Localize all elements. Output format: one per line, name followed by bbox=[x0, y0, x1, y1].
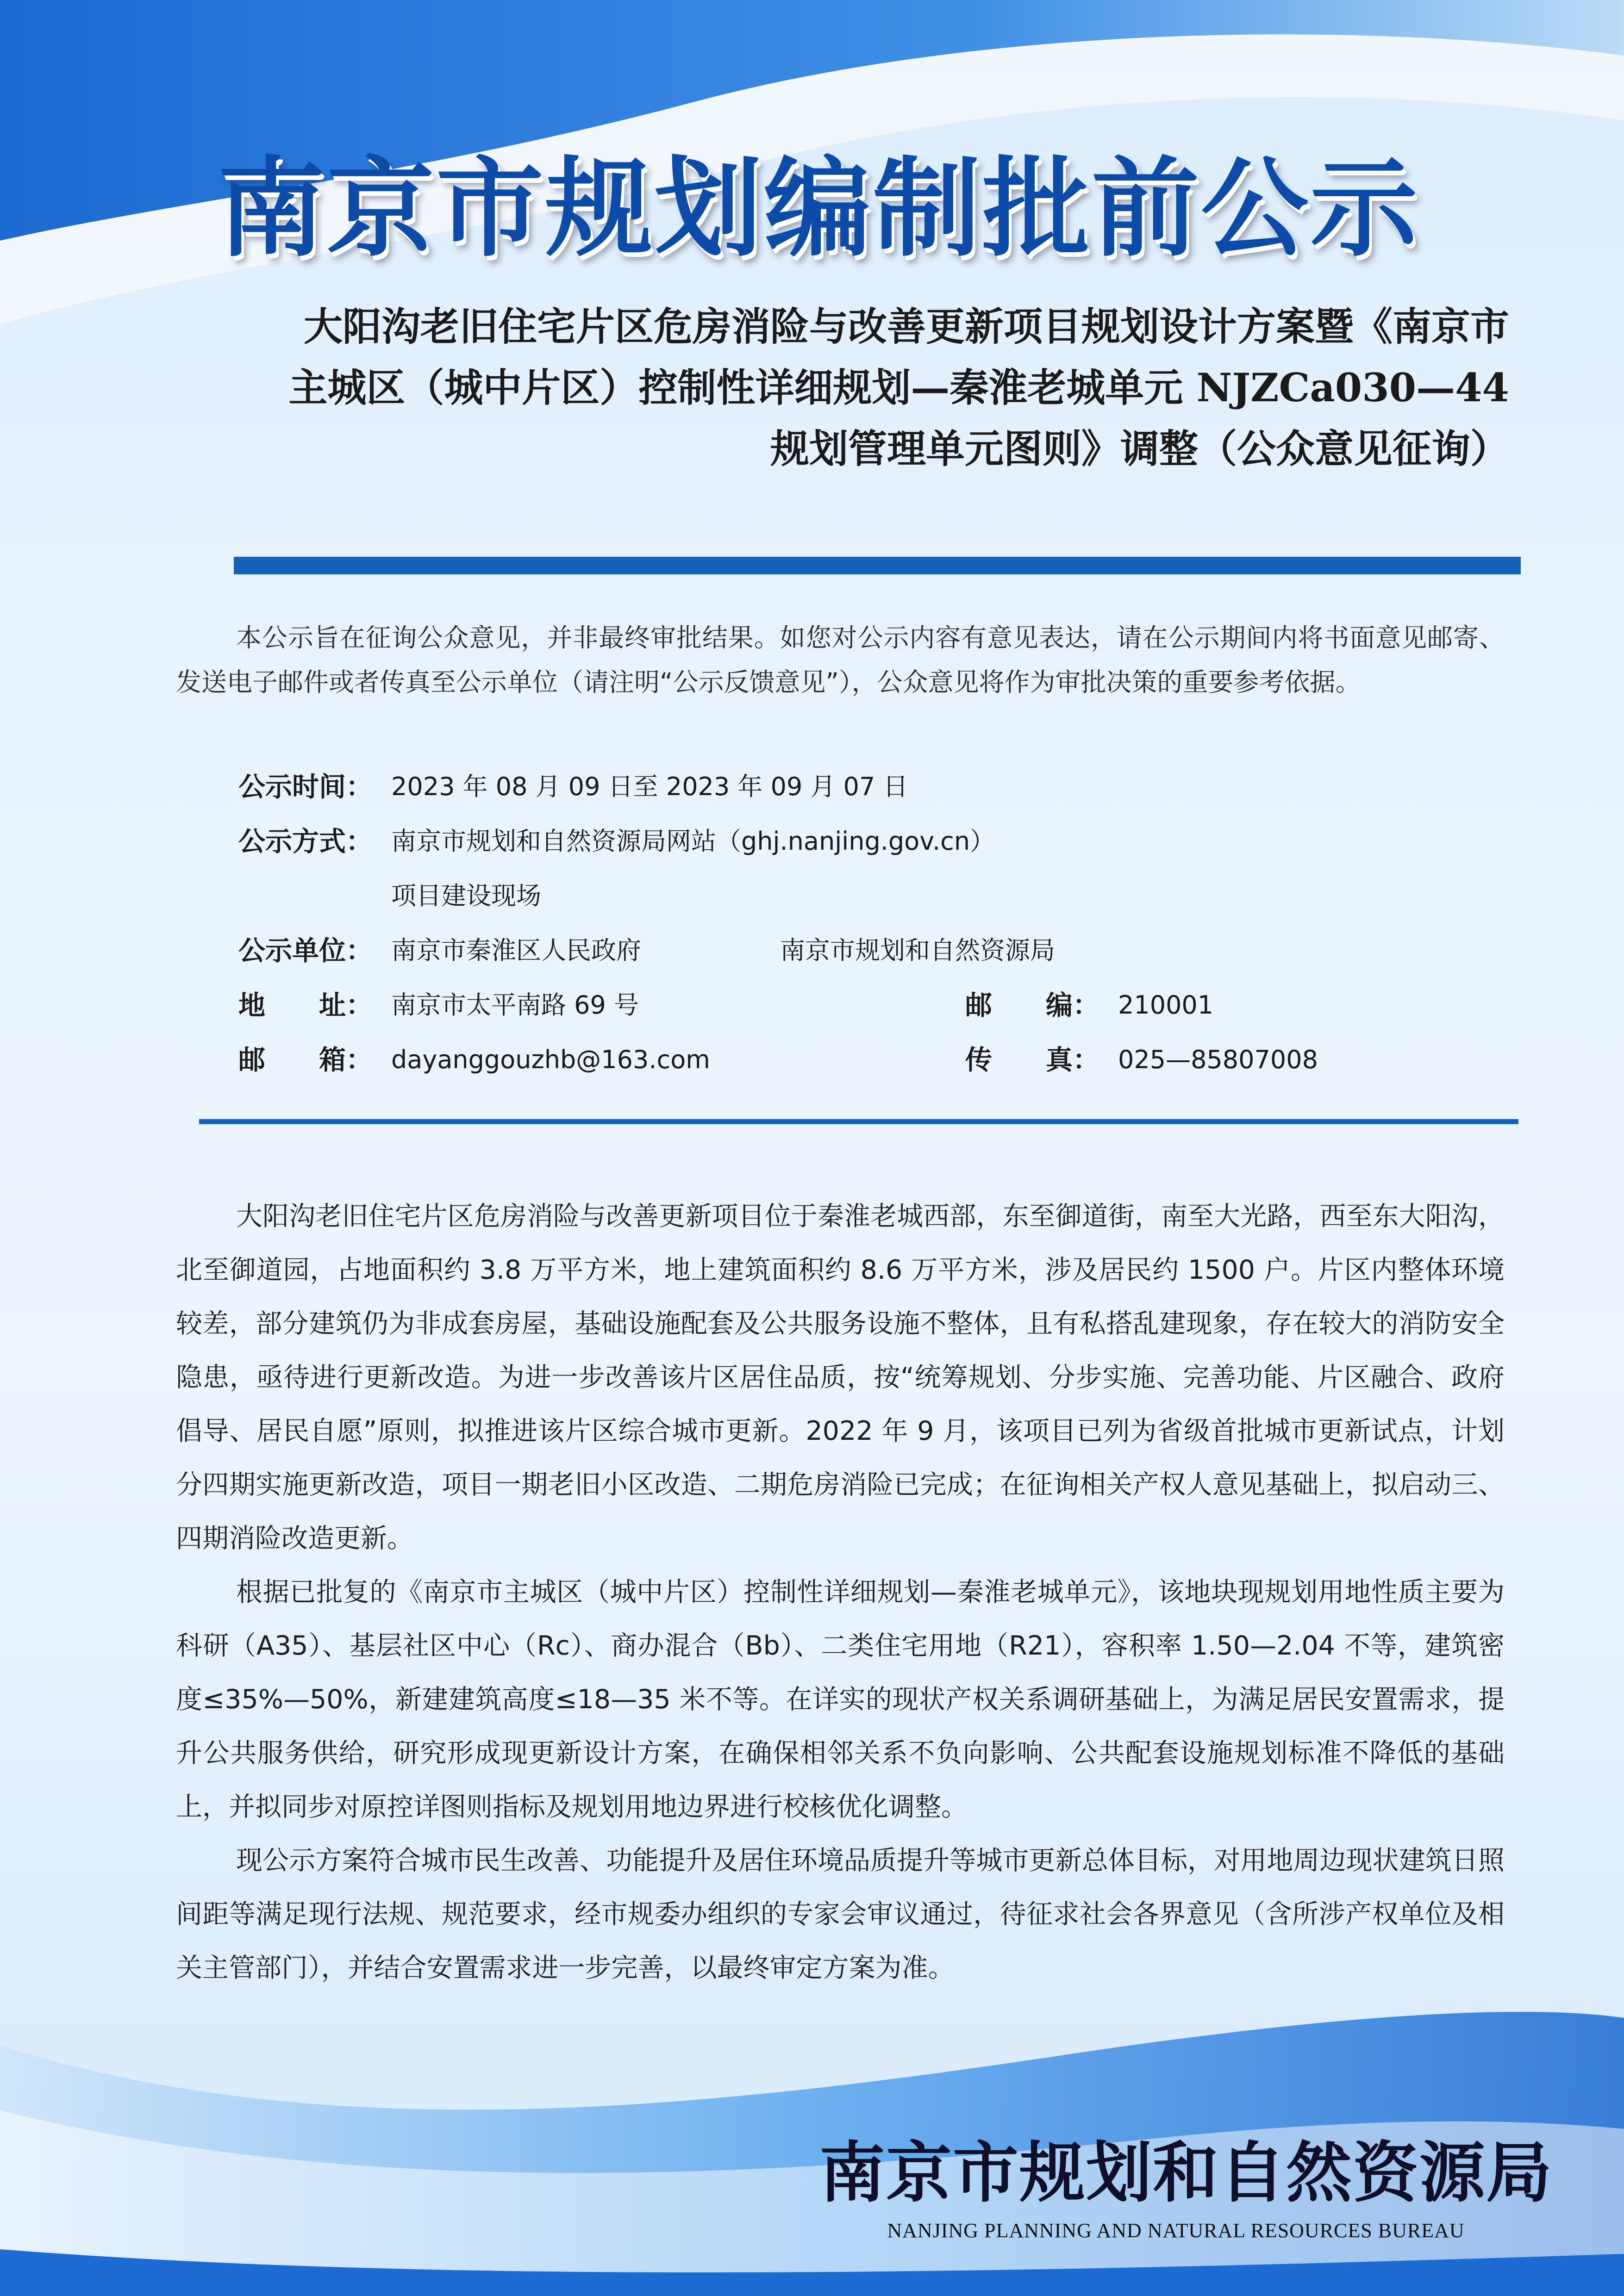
body-paragraph: 根据已批复的《南京市主城区（城中片区）控制性详细规划—秦淮老城单元》，该地块现规划用地性质主要为科研（A35）、基层社区中心（Rc）、商办混合（Bb）、二类住宅用地（R21），容积率 1.50—2.04 不等，建筑密度≤35%—50%，新建建筑高度≤18—35 米不等。在详实的现状产权关系调研基础上，为满足居民安置需求，提升公共服务供给，研究形成现更新设计方案，在确保相邻关系不负向影响、公共配套设施规划标准不降低的基础上，并拟同步对原控详图则指标及规划用地边界进行校核优化调整。 bbox=[176, 1577, 1505, 1822]
subtitle-line: 规划管理单元图则》调整（公众意见征询） bbox=[770, 426, 1509, 472]
postcode-value: 210001 bbox=[1118, 990, 1214, 1020]
unit-value-district: 南京市秦淮区人民政府 bbox=[391, 936, 641, 965]
intro-paragraph: 本公示旨在征询公众意见，并非最终审批结果。如您对公示内容有意见表达，请在公示期间内将书面意见邮寄、发送电子邮件或者传真至公示单位（请注明“公示反馈意见”），公众意见将作为审批决策的重要参考依据。 bbox=[176, 623, 1505, 697]
unit-label: 公示单位： bbox=[238, 935, 373, 966]
body-text bbox=[176, 1189, 1505, 1995]
postcode-label: 邮 编： bbox=[965, 989, 1100, 1021]
unit-value-bureau: 南京市规划和自然资源局 bbox=[780, 936, 1055, 965]
address-value: 南京市太平南路 69 号 bbox=[391, 990, 639, 1020]
subtitle-line: 大阳沟老旧住宅片区危房消险与改善更新项目规划设计方案暨《南京市 bbox=[303, 304, 1509, 349]
email-value: dayanggouzhb@163.com bbox=[391, 1045, 710, 1074]
fax-label: 传 真： bbox=[965, 1044, 1100, 1076]
address-label: 地 址： bbox=[238, 989, 373, 1021]
time-value: 2023 年 08 月 09 日至 2023 年 09 月 07 日 bbox=[391, 772, 908, 801]
subtitle-line: 主城区（城中片区）控制性详细规划—秦淮老城单元 NJZCa030—44 bbox=[288, 365, 1509, 411]
time-label: 公示时间： bbox=[238, 771, 373, 803]
body-paragraph: 大阳沟老旧住宅片区危房消险与改善更新项目位于秦淮老城西部，东至御道街，南至大光路，西至东大阳沟，北至御道园，占地面积约 3.8 万平方米，地上建筑面积约 8.6 万平方米，涉及居民约 1500 户。片区内整体环境较差，部分建筑仍为非成套房屋，基础设施配套及公共服务设施不整体，且有私搭乱建现象，存在较大的消防安全隐患，亟待进行更新改造。为进一步改善该片区居住品质，按“统筹规划、分步实施、完善功能、片区融合、政府倡导、居民自愿”原则，拟推进该片区综合城市更新。2022 年 9 月，该项目已列为省级首批城市更新试点，计划分四期实施更新改造，项目一期老旧小区改造、二期危房消险已完成；在征询相关产权人意见基础上，拟启动三、四期消险改造更新。 bbox=[176, 1201, 1505, 1554]
email-label: 邮 箱： bbox=[238, 1044, 373, 1076]
method-label: 公示方式： bbox=[238, 826, 373, 857]
footer-org-name-en: NANJING PLANNING AND NATURAL RESOURCES BUREAU bbox=[887, 2219, 1465, 2242]
method-value-website: 南京市规划和自然资源局网站（ghj.nanjing.gov.cn） bbox=[391, 827, 995, 856]
footer-org-name: 南京市规划和自然资源局 bbox=[819, 2134, 1553, 2211]
header-divider bbox=[234, 557, 1521, 574]
fax-value: 025—85807008 bbox=[1118, 1045, 1318, 1074]
notice-subtitle bbox=[176, 296, 1509, 479]
page-title: 南京市规划编制批前公示 bbox=[218, 145, 1420, 271]
method-value-site: 项目建设现场 bbox=[391, 881, 541, 910]
body-paragraph: 现公示方案符合城市民生改善、功能提升及居住环境品质提升等城市更新总体目标，对用地周边现状建筑日照间距等满足现行法规、规范要求，经市规委办组织的专家会审议通过，待征求社会各界意见（含所涉产权单位及相关主管部门），并结合安置需求进一步完善，以最终审定方案为准。 bbox=[176, 1845, 1505, 1983]
info-divider bbox=[199, 1119, 1518, 1124]
